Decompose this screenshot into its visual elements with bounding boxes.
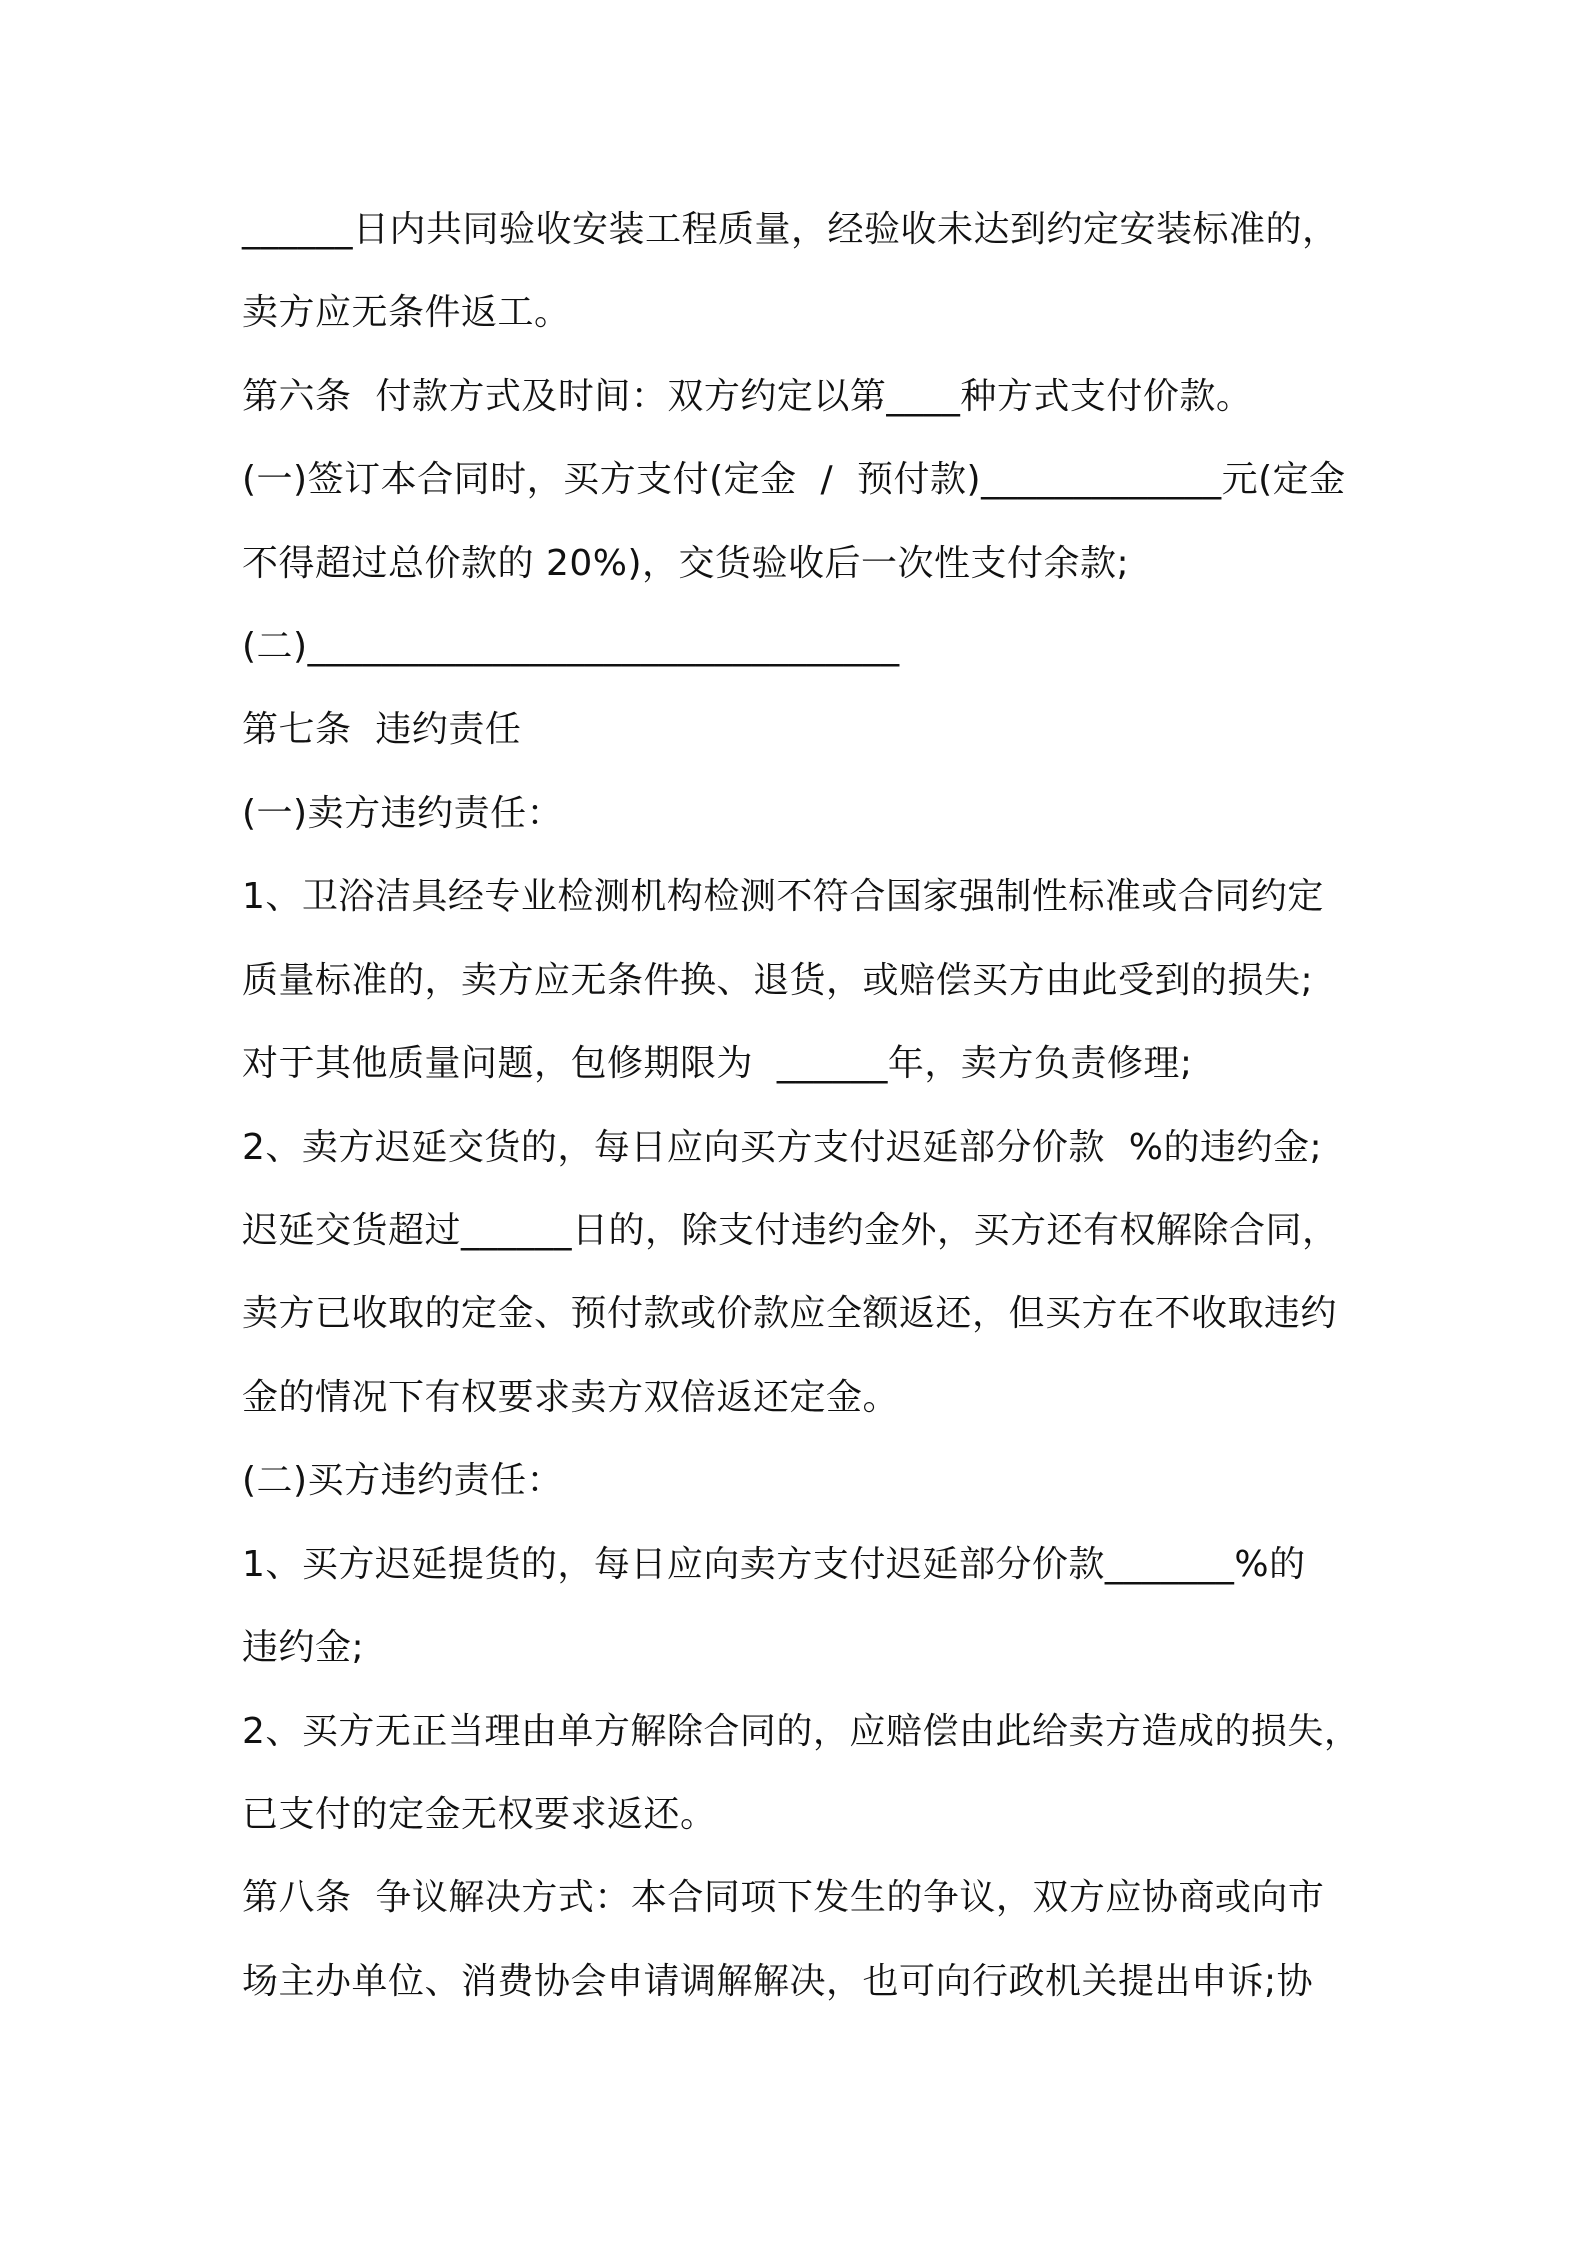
- text-line: ______日内共同验收安装工程质量，经验收未达到约定安装标准的，: [242, 209, 1339, 250]
- text-line: 卖方已收取的定金、预付款或价款应全额返还，但买方在不收取违约: [242, 1293, 1338, 1334]
- text-line: 2、买方无正当理由单方解除合同的，应赔偿由此给卖方造成的损失，: [242, 1711, 1361, 1752]
- text-line: 1、卫浴洁具经专业检测机构检测不符合国家强制性标准或合同约定: [242, 876, 1324, 917]
- text-line: 场主办单位、消费协会申请调解解决，也可向行政机关提出申诉;协: [242, 1961, 1314, 2002]
- text-line: 1、买方迟延提货的，每日应向卖方支付迟延部分价款_______%的: [242, 1544, 1306, 1585]
- text-line: 2、卖方迟延交货的，每日应向买方支付迟延部分价款 %的违约金;: [242, 1127, 1323, 1168]
- text-line: 金的情况下有权要求卖方双倍返还定金。: [242, 1377, 900, 1418]
- text-line: (二)________________________________: [242, 626, 900, 667]
- text-line: 质量标准的，卖方应无条件换、退货，或赔偿买方由此受到的损失;: [242, 960, 1314, 1001]
- text-line: 对于其他质量问题，包修期限为 ______年，卖方负责修理;: [242, 1043, 1193, 1084]
- text-line: 卖方应无条件返工。: [242, 292, 571, 333]
- article-7-heading: 第七条 违约责任: [242, 709, 522, 750]
- article-8-heading: 第八条 争议解决方式：本合同项下发生的争议，双方应协商或向市: [242, 1877, 1325, 1918]
- section-heading: (二)买方违约责任：: [242, 1460, 564, 1501]
- text-line: 违约金;: [242, 1627, 365, 1668]
- text-line: 已支付的定金无权要求返还。: [242, 1794, 717, 1835]
- text-line: (一)签订本合同时，买方支付(定金 / 预付款)_____________元(定金: [242, 459, 1346, 500]
- text-line: 不得超过总价款的 20%)，交货验收后一次性支付余款;: [242, 543, 1130, 584]
- section-heading: (一)卖方违约责任：: [242, 793, 564, 834]
- text-line: 迟延交货超过______日的，除支付违约金外，买方还有权解除合同，: [242, 1210, 1339, 1251]
- article-6-heading: 第六条 付款方式及时间：双方约定以第____种方式支付价款。: [242, 376, 1253, 417]
